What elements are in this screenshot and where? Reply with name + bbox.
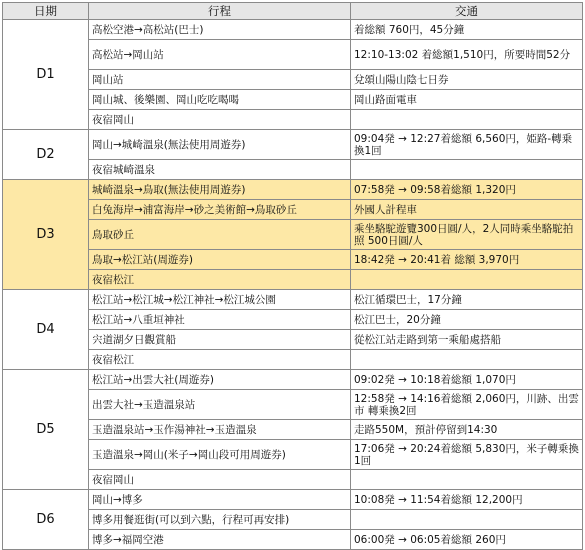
transport-cell: 06:00発 → 06:05着総額 260円 [351,530,583,550]
table-row [3,290,583,310]
route-cell: 夜宿松江 [89,350,351,370]
transport-cell: 18:42発 → 20:41着 総額 3,970円 [351,250,583,270]
table-row [3,490,583,510]
transport-cell: 12:10-13:02 着総額1,510円，所要時間52分 [351,40,583,70]
table-row [3,350,583,370]
day-cell: D5 [3,370,89,490]
table-row [3,220,583,250]
route-cell: 岡山→博多 [89,490,351,510]
transport-cell: 09:02発 → 10:18着総額 1,070円 [351,370,583,390]
route-cell: 松江站→松江城→松江神社→松江城公園 [89,290,351,310]
route-cell: 岡山站 [89,70,351,90]
table-row [3,530,583,550]
header-transport: 交通 [351,3,583,20]
route-cell: 出雲大社→玉造溫泉站 [89,390,351,420]
itinerary-body [3,20,583,550]
table-row [3,470,583,490]
transport-cell [351,160,583,180]
table-row [3,270,583,290]
table-row [3,330,583,350]
itinerary-table [2,2,583,550]
header-row [3,3,583,20]
transport-cell: 外國人計程車 [351,200,583,220]
day-cell: D6 [3,490,89,550]
table-row [3,130,583,160]
table-row [3,250,583,270]
table-row [3,440,583,470]
table-row [3,420,583,440]
header-route: 行程 [89,3,351,20]
transport-cell [351,270,583,290]
day-cell: D3 [3,180,89,290]
header-date: 日期 [3,3,89,20]
route-cell: 玉造溫泉→岡山(米子→岡山段可用周遊券) [89,440,351,470]
route-cell: 夜宿岡山 [89,110,351,130]
table-row [3,160,583,180]
transport-cell: 17:06発 → 20:24着総額 5,830円，米子轉乗換1回 [351,440,583,470]
route-cell: 岡山→城崎溫泉(無法使用周遊券) [89,130,351,160]
transport-cell: 松江循環巴士，17分鐘 [351,290,583,310]
route-cell: 松江站→八重垣神社 [89,310,351,330]
route-cell: 松江站→出雲大社(周遊券) [89,370,351,390]
table-row [3,40,583,70]
route-cell: 岡山城、後樂園、岡山吃吃喝喝 [89,90,351,110]
day-cell: D1 [3,20,89,130]
transport-cell: 12:58発 → 14:16着総額 2,060円，川跡、出雲市 轉乗換2回 [351,390,583,420]
table-row [3,390,583,420]
day-cell: D4 [3,290,89,370]
transport-cell: 從松江站走路到第一乘船處搭船 [351,330,583,350]
table-row [3,90,583,110]
route-cell: 城崎溫泉→鳥取(無法使用周遊券) [89,180,351,200]
transport-cell: 着総額 760円，45分鐘 [351,20,583,40]
transport-cell: 乘坐駱駝遊覽300日圓/人，2人同時乘坐駱駝拍照 500日圓/人 [351,220,583,250]
table-row [3,110,583,130]
day-cell: D2 [3,130,89,180]
transport-cell: 走路550M，預計停留到14:30 [351,420,583,440]
route-cell: 高松空港→高松站(巴士) [89,20,351,40]
route-cell: 鳥取砂丘 [89,220,351,250]
table-row [3,70,583,90]
table-row [3,370,583,390]
route-cell: 博多用餐逛街(可以到六點，行程可再安排) [89,510,351,530]
transport-cell: 07:58発 → 09:58着総額 1,320円 [351,180,583,200]
route-cell: 高松站→岡山站 [89,40,351,70]
route-cell: 夜宿城崎溫泉 [89,160,351,180]
transport-cell: 岡山路面電車 [351,90,583,110]
transport-cell [351,510,583,530]
route-cell: 博多→福岡空港 [89,530,351,550]
route-cell: 白兔海岸→浦富海岸→砂之美術館→鳥取砂丘 [89,200,351,220]
transport-cell: 松江巴士，20分鐘 [351,310,583,330]
transport-cell: 09:04発 → 12:27着総額 6,560円，姫路-轉乗換1回 [351,130,583,160]
transport-cell: 兌頌山陽山陰七日券 [351,70,583,90]
transport-cell: 10:08発 → 11:54着総額 12,200円 [351,490,583,510]
table-row [3,510,583,530]
route-cell: 宍道湖夕日觀賞船 [89,330,351,350]
route-cell: 玉造溫泉站→玉作湯神社→玉造溫泉 [89,420,351,440]
transport-cell [351,350,583,370]
route-cell: 夜宿岡山 [89,470,351,490]
table-row [3,200,583,220]
transport-cell [351,110,583,130]
table-row [3,310,583,330]
table-row [3,180,583,200]
route-cell: 夜宿松江 [89,270,351,290]
route-cell: 鳥取→松江站(周遊券) [89,250,351,270]
table-row [3,20,583,40]
transport-cell [351,470,583,490]
